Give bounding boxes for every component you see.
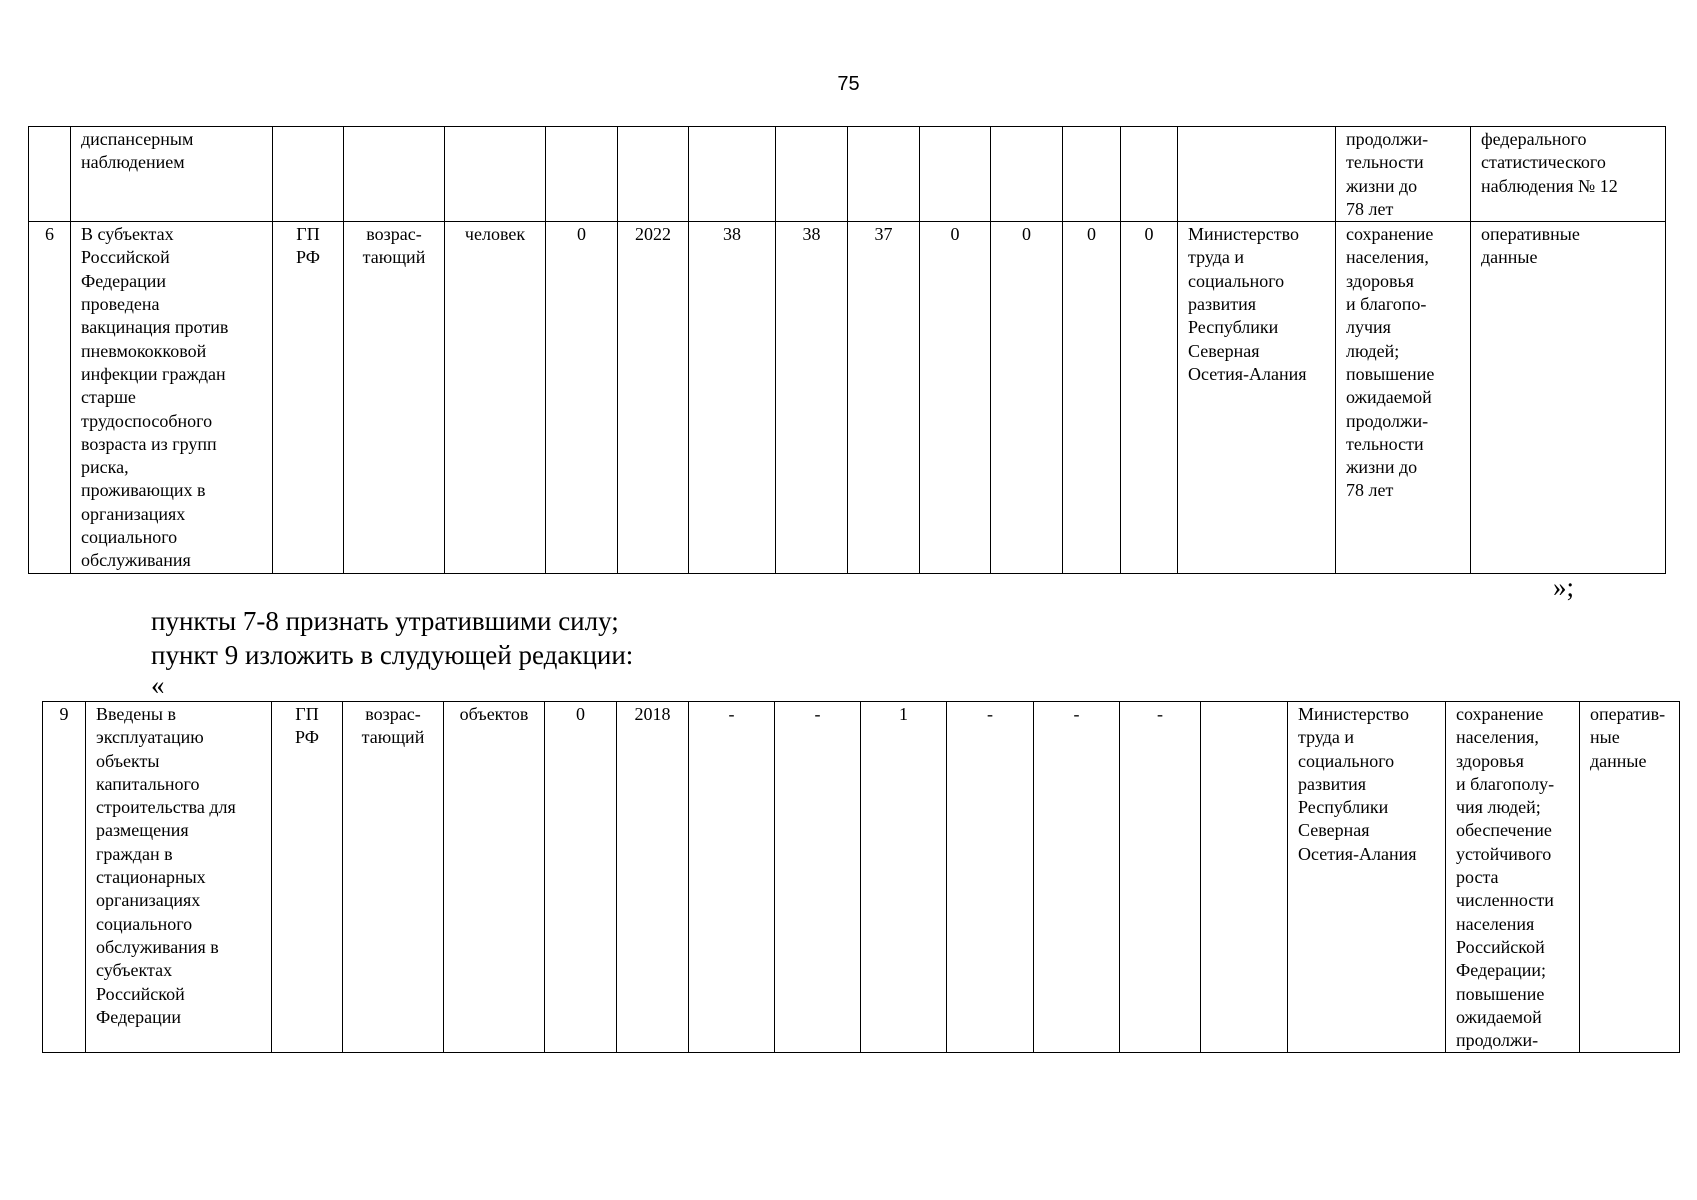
table-cell: 0	[920, 222, 991, 573]
table-cell: В субъектах Российской Федерации проведена вакцинация против пневмококковой инфекции граждан старше трудоспособного возраста из групп риска, проживающих в организациях социального обслуживания	[71, 222, 273, 573]
table-cell: -	[947, 702, 1034, 1053]
table-cell	[920, 127, 991, 222]
table-cell: объектов	[444, 702, 545, 1053]
table-row-continued	[29, 127, 1666, 222]
table-cell: 38	[689, 222, 776, 573]
table-cell: сохранение населения, здоровья и благопо- лучия людей; повышение ожидаемой продолжи- тельности жизни до 78 лет	[1336, 222, 1471, 573]
table-cell: -	[689, 702, 775, 1053]
table-cell	[848, 127, 920, 222]
table-cell: федерального статистического наблюдения № 12	[1471, 127, 1666, 222]
table-cell	[1178, 127, 1336, 222]
table-cell	[991, 127, 1063, 222]
table-cell	[1201, 702, 1288, 1053]
table-cell: 0	[991, 222, 1063, 573]
table-cell: Министерство труда и социального развития Республики Северная Осетия-Алания	[1178, 222, 1336, 573]
table-cell: возрас- тающий	[343, 702, 444, 1053]
table-cell	[618, 127, 689, 222]
table-cell	[776, 127, 848, 222]
table-cell: 0	[1121, 222, 1178, 573]
table-cell: 9	[43, 702, 86, 1053]
table-cell: 37	[848, 222, 920, 573]
instruction-text-1: пункты 7-8 признать утратившими силу;	[151, 606, 619, 636]
table-cell: продолжи- тельности жизни до 78 лет	[1336, 127, 1471, 222]
table-cell: человек	[445, 222, 546, 573]
table-cell	[689, 127, 776, 222]
indicators-table-continued	[28, 126, 1666, 574]
table-cell: 2018	[617, 702, 689, 1053]
table-cell	[273, 127, 344, 222]
page-number: 75	[837, 73, 860, 95]
table-cell	[546, 127, 618, 222]
table-cell: -	[1120, 702, 1201, 1053]
table-cell: -	[775, 702, 861, 1053]
table-cell: 2022	[618, 222, 689, 573]
table-cell	[29, 127, 71, 222]
table-cell: ГП РФ	[272, 702, 343, 1053]
table-cell	[445, 127, 546, 222]
table-cell: 1	[861, 702, 947, 1053]
closing-quote: »;	[1553, 572, 1575, 602]
table-cell: 0	[546, 222, 618, 573]
table-row-9	[43, 702, 1680, 1053]
table-cell: 0	[545, 702, 617, 1053]
table-cell: 38	[776, 222, 848, 573]
table-cell: оператив- ные данные	[1580, 702, 1680, 1053]
opening-quote: «	[151, 670, 165, 700]
table-cell: 0	[1063, 222, 1121, 573]
table-cell: 6	[29, 222, 71, 573]
table-cell: Введены в эксплуатацию объекты капитального строительства для размещения граждан в стационарных организациях социального обслуживания в субъектах Российской Федерации	[86, 702, 272, 1053]
table-row-6	[29, 222, 1666, 573]
table-cell: Министерство труда и социального развития Республики Северная Осетия-Алания	[1288, 702, 1446, 1053]
table-cell	[1121, 127, 1178, 222]
table-cell	[1063, 127, 1121, 222]
table-cell: ГП РФ	[273, 222, 344, 573]
table-cell: оперативные данные	[1471, 222, 1666, 573]
instruction-text-2: пункт 9 изложить в слудующей редакции:	[151, 640, 634, 670]
table-cell: диспансерным наблюдением	[71, 127, 273, 222]
table-cell: возрас- тающий	[344, 222, 445, 573]
table-cell: сохранение населения, здоровья и благополу- чия людей; обеспечение устойчивого роста численности населения Российской Федерации; повышение ожидаемой продолжи-	[1446, 702, 1580, 1053]
indicators-table-point-9	[42, 701, 1680, 1053]
table-cell: -	[1034, 702, 1120, 1053]
table-cell	[344, 127, 445, 222]
